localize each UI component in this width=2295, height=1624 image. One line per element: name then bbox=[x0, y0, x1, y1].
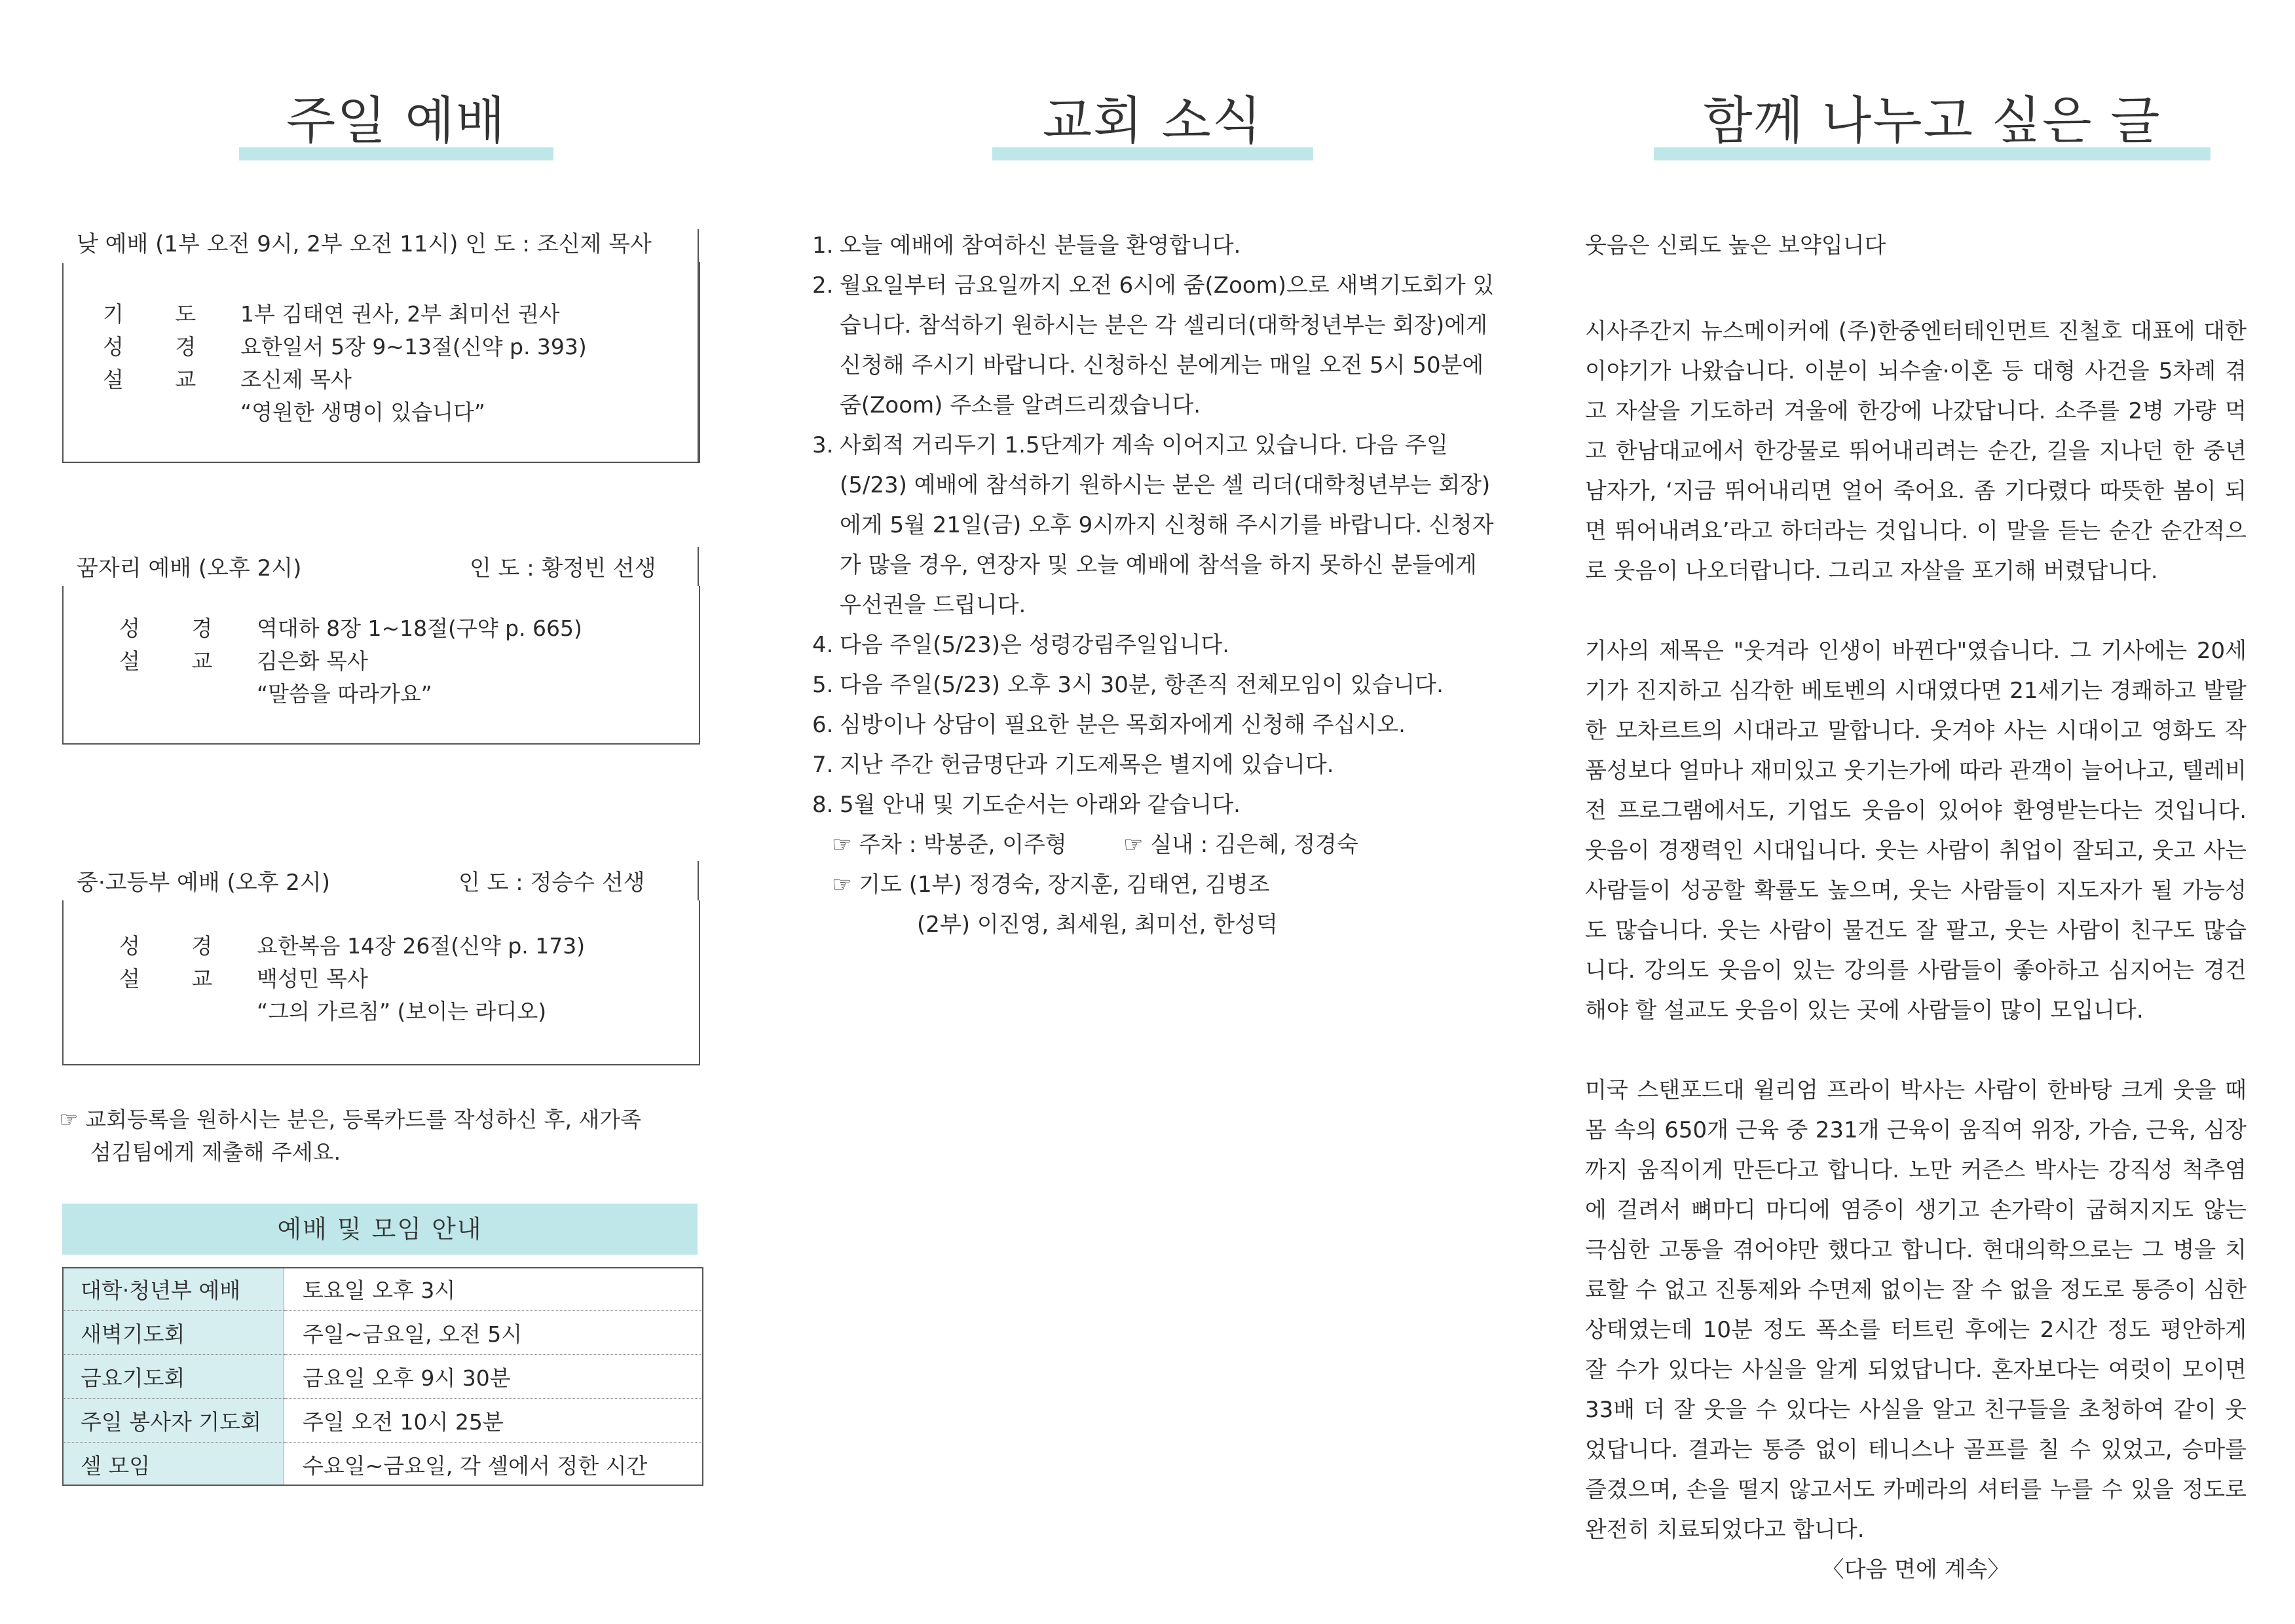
row-key: 설 교 bbox=[119, 648, 235, 674]
box-border-accent bbox=[698, 547, 699, 586]
essay-paragraph-1: 시사주간지 뉴스메이커에 (주)한중엔터테인먼트 진철호 대표에 대한 이야기가 나왔습니다. 이분이 뇌수술·이혼 등 대형 사건을 5차례 겪고 자살을 기도하러 겨울에 한강에 나갔답니다. 소주를 2병 가량 먹고 한남대교에서 한강물로 뛰어내리려는 순간, 길을 지나던 한 중년 남자가, ‘지금 뛰어내리면 얼어 죽어요. 좀 기다렸다 따뜻한 봄이 되면 뛰어내려요’라고 하더라는 것입니다. 이 말을 듣는 순간 순간적으로 웃음이 나오더랍니다. 그리고 자살을 포기해 버렸답니다. bbox=[1585, 318, 2247, 584]
item-text: 다음 주일(5/23) 오후 3시 30분, 항존직 전체모임이 있습니다. bbox=[840, 672, 1444, 698]
day-worship-title: 낮 예배 (1부 오전 9시, 2부 오전 11시) 인 도 : 조신제 목사 bbox=[77, 231, 652, 257]
news-list bbox=[812, 226, 1500, 945]
continued-note: 〈다음 면에 계속〉 bbox=[1821, 1557, 2010, 1583]
item-number: 4. bbox=[812, 632, 834, 658]
spacer bbox=[62, 262, 65, 263]
youth-worship-title: 중·고등부 예배 (오후 2시) bbox=[77, 870, 330, 896]
box-border-accent bbox=[698, 229, 699, 462]
day-worship-box bbox=[62, 262, 700, 463]
schedule-time: 주일 오전 10시 25분 bbox=[284, 1399, 701, 1443]
dream-worship-leader: 인 도 : 황정빈 선생 bbox=[470, 555, 656, 581]
item-number: 7. bbox=[812, 752, 834, 778]
item-number: 6. bbox=[812, 712, 834, 738]
row-key bbox=[119, 995, 257, 1028]
sunday-worship-heading: 주일 예배 bbox=[286, 92, 507, 151]
row-value: 백성민 목사 bbox=[257, 966, 368, 991]
sharing-heading: 함께 나누고 싶은 글 bbox=[1703, 92, 2161, 151]
service-row bbox=[103, 298, 587, 331]
schedule-time: 수요일~금요일, 각 셀에서 정한 시간 bbox=[303, 1452, 648, 1479]
item-number: 1. bbox=[812, 232, 834, 259]
service-row bbox=[103, 331, 587, 363]
row-key: 설 교 bbox=[103, 367, 219, 392]
schedule-time: 금요일 오후 9시 30분 bbox=[284, 1355, 701, 1399]
right-heading-wrap bbox=[1654, 82, 2211, 160]
service-row bbox=[119, 645, 582, 678]
prayer-line-1: ☞ 기도 (1부) 정경숙, 장지훈, 김태연, 김병조 bbox=[832, 872, 1270, 898]
schedule-name: 대학·청년부 예배 bbox=[62, 1267, 284, 1311]
row-value: “영원한 생명이 있습니다” bbox=[240, 399, 485, 425]
list-item bbox=[812, 785, 1500, 825]
item-number: 3. bbox=[812, 432, 834, 458]
service-row bbox=[119, 678, 582, 710]
item-text: 심방이나 상담이 필요한 분은 목회자에게 신청해 주십시오. bbox=[840, 712, 1406, 738]
essay-paragraph-3: 미국 스탠포드대 윌리엄 프라이 박사는 사람이 한바탕 크게 웃을 때 몸 속의 650개 근육 중 231개 근육이 움직여 위장, 가슴, 근육, 심장까지 움직이게 만든다고 합니다. 노만 커즌스 박사는 강직성 척추염에 걸려서 뼈마디 마디에 염증이 생기고 손가락이 굽혀지지도 않는 극심한 고통을 겪어야만 했다고 합니다. 현대의학으로는 그 병을 치료할 수 없고 진통제와 수면제 없이는 잘 수 없을 정도로 통증이 심한 상태였는데 10분 정도 폭소를 터트린 후에는 2시간 정도 평안하게 잘 수가 있다는 사실을 알게 되었답니다. 혼자보다는 여럿이 모이면 33배 더 잘 웃을 수 있다는 사실을 알고 친구들을 초청하여 같이 웃었답니다. 결과는 통증 없이 테니스나 골프를 칠 수 있었고, 승마를 즐겼으며, 손을 떨지 않고서도 카메라의 셔터를 누를 수 있을 정도로 완전히 치료되었다고 합니다. bbox=[1585, 1077, 2247, 1543]
youth-worship-leader: 인 도 : 정승수 선생 bbox=[458, 870, 645, 896]
item-number: 2. bbox=[812, 272, 834, 299]
service-row bbox=[103, 396, 587, 429]
item-text: 월요일부터 금요일까지 오전 6시에 줌(Zoom)으로 새벽기도회가 있습니다. 참석하기 원하시는 분은 각 셀리더(대학청년부는 회장)에게 신청해 주시기 바랍니다. 신청하신 분에게는 매일 오전 5시 50분에 줌(Zoom) 주소를 알려드리겠습니다. bbox=[840, 272, 1495, 418]
item-text: 사회적 거리두기 1.5단계가 계속 이어지고 있습니다. 다음 주일(5/23) 예배에 참석하기 원하시는 분은 셀 리더(대학청년부는 회장)에게 5월 21일(금) 오후 9시까지 신청해 주시기를 바랍니다. 신청자가 많을 경우, 연장자 및 오늘 예배에 참석을 하지 못하신 분들에게 우선권을 드립니다. bbox=[840, 432, 1494, 618]
essay-title: 웃음은 신뢰도 높은 보약입니다 bbox=[1585, 232, 1886, 259]
schedule-name: 금요기도회 bbox=[62, 1355, 284, 1399]
usher-duty: ☞ 실내 : 김은혜, 정경숙 bbox=[1123, 832, 1358, 858]
essay-paragraph-2: 기사의 제목은 "웃겨라 인생이 바뀐다"였습니다. 그 기사에는 20세기가 진지하고 심각한 베토벤의 시대였다면 21세기는 경쾌하고 발랄한 모차르트의 시대라고 말합니다. 웃겨야 사는 시대이고 영화도 작품성보다 얼마나 재미있고 웃기는가에 따라 관객이 늘어나고, 텔레비전 프로그램에서도, 기업도 웃음이 있어야 환영받는다는 것입니다. 웃음이 경쟁력인 시대입니다. 웃는 사람이 취업이 잘되고, 웃고 사는 사람들이 성공할 확률도 높으며, 웃는 사람들이 지도자가 될 가능성도 많습니다. 웃는 사람이 물건도 잘 팔고, 웃는 사람이 친구도 많습니다. 강의도 웃음이 있는 강의를 사람들이 좋아하고 심지어는 경건해야 할 설교도 웃음이 있는 곳에 사람들이 많이 모입니다. bbox=[1585, 638, 2247, 1024]
service-row bbox=[119, 995, 585, 1028]
list-item bbox=[812, 665, 1500, 705]
row-key: 성 경 bbox=[103, 334, 219, 360]
list-item bbox=[812, 266, 1500, 426]
schedule-time: 토요일 오후 3시 bbox=[284, 1267, 701, 1311]
row-key bbox=[103, 396, 240, 429]
prayer-line-2: (2부) 이진영, 최세원, 최미선, 한성덕 bbox=[917, 912, 1278, 938]
essay bbox=[1585, 226, 2247, 1590]
youth-worship-box bbox=[62, 900, 700, 1065]
row-key: 성 경 bbox=[119, 616, 235, 641]
item-text: 다음 주일(5/23)은 성령강림주일입니다. bbox=[840, 632, 1230, 658]
left-heading-wrap bbox=[239, 82, 553, 160]
row-value: 1부 김태연 권사, 2부 최미선 권사 bbox=[240, 301, 560, 327]
row-key: 성 경 bbox=[119, 933, 235, 959]
item-number: 8. bbox=[812, 792, 834, 818]
dream-worship-title: 꿈자리 예배 (오후 2시) bbox=[77, 555, 302, 581]
service-row bbox=[119, 612, 582, 645]
dream-worship-box bbox=[62, 586, 700, 745]
list-item bbox=[812, 745, 1500, 785]
schedule-time: 주일~금요일, 오전 5시 bbox=[284, 1311, 701, 1355]
item-number: 5. bbox=[812, 672, 834, 698]
row-value: 요한복음 14장 26절(신약 p. 173) bbox=[257, 933, 586, 959]
registration-note bbox=[59, 1103, 641, 1169]
service-row bbox=[119, 963, 585, 995]
duty-line bbox=[812, 825, 1500, 865]
schedule-name: 새벽기도회 bbox=[62, 1311, 284, 1355]
list-item bbox=[812, 625, 1500, 665]
schedule-title: 예배 및 모임 안내 bbox=[62, 1204, 698, 1255]
service-row bbox=[119, 930, 585, 963]
service-row bbox=[103, 363, 587, 396]
registration-note-line: ☞ 교회등록을 원하시는 분은, 등록카드를 작성하신 후, 새가족 bbox=[59, 1107, 642, 1132]
row-value: 역대하 8장 1~18절(구약 p. 665) bbox=[257, 616, 582, 641]
item-text: 오늘 예배에 참여하신 분들을 환영합니다. bbox=[840, 232, 1241, 259]
box-border-accent bbox=[62, 262, 64, 462]
row-value: 김은화 목사 bbox=[257, 648, 368, 674]
item-text: 5월 안내 및 기도순서는 아래와 같습니다. bbox=[840, 792, 1241, 818]
schedule-frame bbox=[62, 1267, 703, 1486]
parking-duty: ☞ 주차 : 박봉준, 이주형 bbox=[832, 832, 1067, 858]
schedule-name: 셀 모임 bbox=[62, 1443, 284, 1486]
registration-note-line: 섬김팀에게 제출해 주세요. bbox=[90, 1139, 341, 1165]
schedule-name: 주일 봉사자 기도회 bbox=[62, 1399, 284, 1443]
list-item bbox=[812, 705, 1500, 745]
row-value: 조신제 목사 bbox=[240, 367, 352, 392]
row-key: 기 도 bbox=[103, 301, 219, 327]
item-text: 지난 주간 헌금명단과 기도제목은 별지에 있습니다. bbox=[840, 752, 1334, 778]
list-item bbox=[812, 426, 1500, 625]
list-item bbox=[812, 226, 1500, 266]
mid-heading-wrap bbox=[992, 82, 1313, 160]
row-key bbox=[119, 678, 257, 710]
box-border-accent bbox=[698, 861, 699, 900]
church-news-heading: 교회 소식 bbox=[1042, 92, 1263, 151]
row-value: “말씀을 따라가요” bbox=[257, 681, 432, 707]
row-value: 요한일서 5장 9~13절(신약 p. 393) bbox=[240, 334, 587, 360]
row-key: 설 교 bbox=[119, 966, 235, 991]
row-value: “그의 가르침” (보이는 라디오) bbox=[257, 999, 547, 1024]
